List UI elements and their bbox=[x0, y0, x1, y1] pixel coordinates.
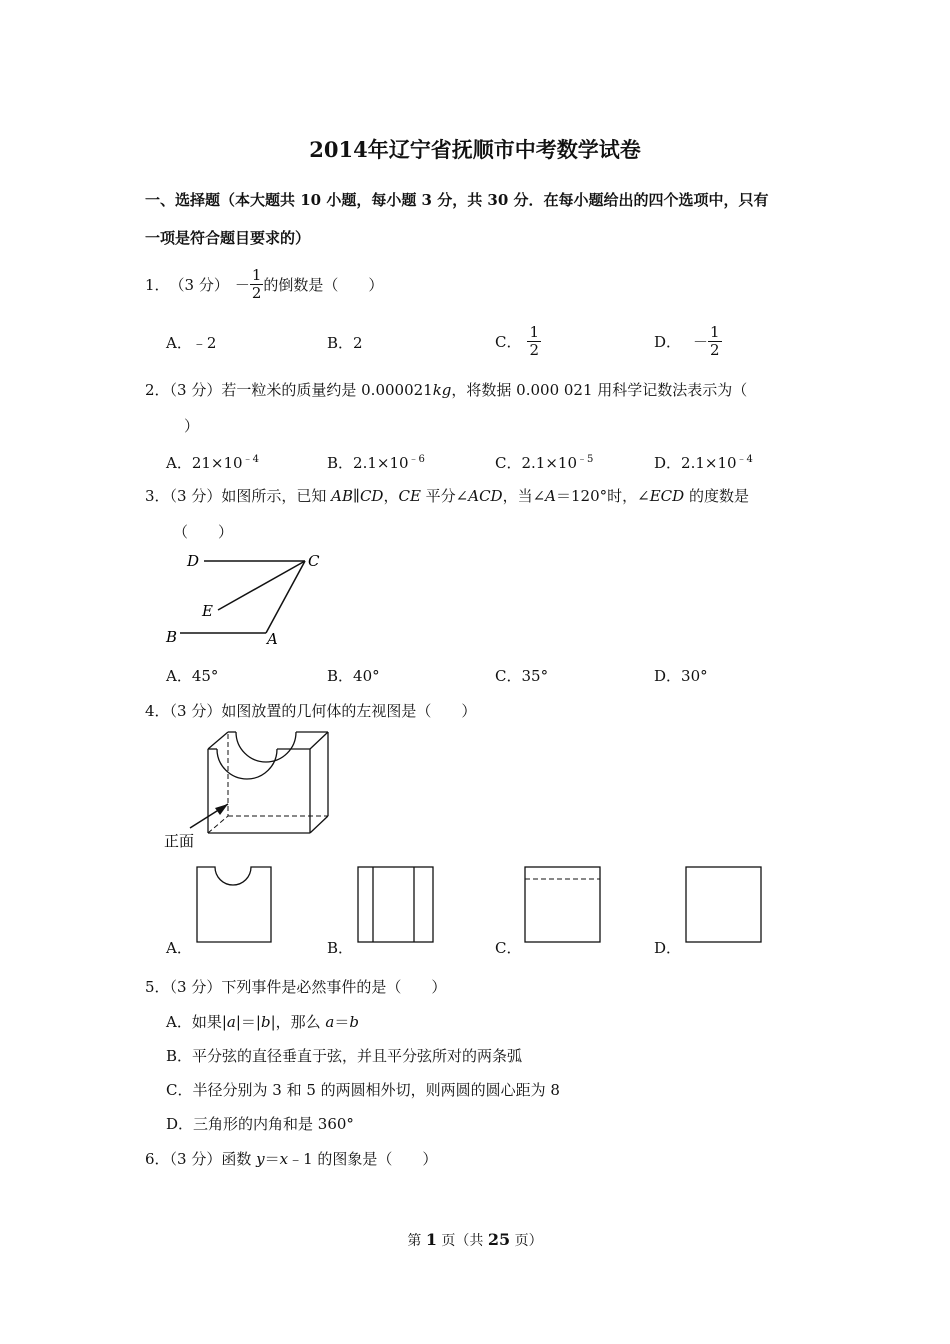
section-header-line2: 一项是符合题目要求的） bbox=[145, 229, 311, 247]
label-a: A bbox=[267, 630, 278, 648]
fraction-sign: － bbox=[234, 275, 250, 294]
question-5-stem: 5．（3 分）下列事件是必然事件的是（ ） bbox=[145, 978, 447, 996]
question-2-stem: 2．（3 分）若一粒米的质量约是 0.000021kg，将数据 0.000 021 用科学记数法表示为（ bbox=[145, 381, 748, 399]
option-c: C．半径分别为 3 和 5 的两圆相外切，则两圆的圆心距为 8 bbox=[166, 1081, 560, 1099]
section-header-line1: 一、选择题（本大题共 10 小题，每小题 3 分，共 30 分．在每小题给出的四个选项中，只有 bbox=[145, 191, 769, 209]
option-d-figure bbox=[684, 865, 764, 945]
option-b: B．40° bbox=[327, 667, 380, 685]
question-3-stem-cont: （ ） bbox=[173, 523, 234, 541]
option-b: B． bbox=[327, 939, 354, 957]
label-c: C bbox=[308, 552, 320, 570]
fraction: $\frac{1}{2}$ bbox=[251, 265, 262, 302]
option-d: D． － $\frac{1}{2}$ bbox=[654, 322, 720, 359]
option-d: D．$2.1\times 10^{﹣4}$ bbox=[654, 454, 753, 472]
question-1-stem bbox=[145, 266, 383, 302]
question-4-figure bbox=[160, 728, 340, 853]
option-b: B．2 bbox=[327, 334, 363, 352]
option-c: C． $\frac{1}{2}$ bbox=[495, 322, 540, 359]
question-score: （3 分） bbox=[169, 275, 229, 294]
question-6-stem: 6．（3 分）函数 y＝x﹣1 的图象是（ ） bbox=[145, 1150, 438, 1168]
label-b: B bbox=[166, 628, 178, 646]
question-3-stem: 3．（3 分）如图所示，已知 AB∥CD，CE 平分∠ACD，当∠A＝120°时，∠ECD 的度数是 bbox=[145, 487, 749, 505]
option-d: D．三角形的内角和是 360° bbox=[166, 1115, 354, 1133]
option-a: A．45° bbox=[166, 667, 219, 685]
option-c: C． bbox=[495, 939, 522, 957]
option-c: C．$2.1\times 10^{﹣5}$ bbox=[495, 454, 594, 472]
option-a: A．如果|a|＝|b|，那么 a＝b bbox=[166, 1013, 359, 1031]
question-text: 的倒数是（ ） bbox=[263, 275, 384, 294]
page-footer: 第 1 页（共 25 页） bbox=[407, 1230, 543, 1249]
question-2-stem-cont: ） bbox=[184, 417, 200, 435]
option-b-figure bbox=[356, 865, 436, 945]
option-b: B．平分弦的直径垂直于弦，并且平分弦所对的两条弧 bbox=[166, 1047, 523, 1065]
option-d: D． bbox=[654, 939, 682, 957]
option-a: A．﹣2 bbox=[166, 334, 217, 352]
option-b: B．$2.1\times 10^{﹣6}$ bbox=[327, 454, 425, 472]
question-4-stem: 4．（3 分）如图放置的几何体的左视图是（ ） bbox=[145, 702, 477, 720]
page-title: 2014年辽宁省抚顺市中考数学试卷 bbox=[309, 137, 641, 162]
arrow-head-icon bbox=[215, 804, 228, 815]
option-c-figure bbox=[523, 865, 603, 945]
label-d: D bbox=[187, 552, 200, 570]
option-a-figure bbox=[195, 865, 275, 945]
front-label: 正面 bbox=[164, 832, 195, 850]
option-c: C．35° bbox=[495, 667, 549, 685]
question-number: 1． bbox=[145, 275, 170, 294]
question-3-figure bbox=[160, 548, 340, 648]
option-a: A．$21\times 10^{﹣4}$ bbox=[166, 454, 259, 472]
option-d: D．30° bbox=[654, 667, 708, 685]
label-e: E bbox=[202, 602, 213, 620]
option-a: A． bbox=[166, 939, 192, 957]
